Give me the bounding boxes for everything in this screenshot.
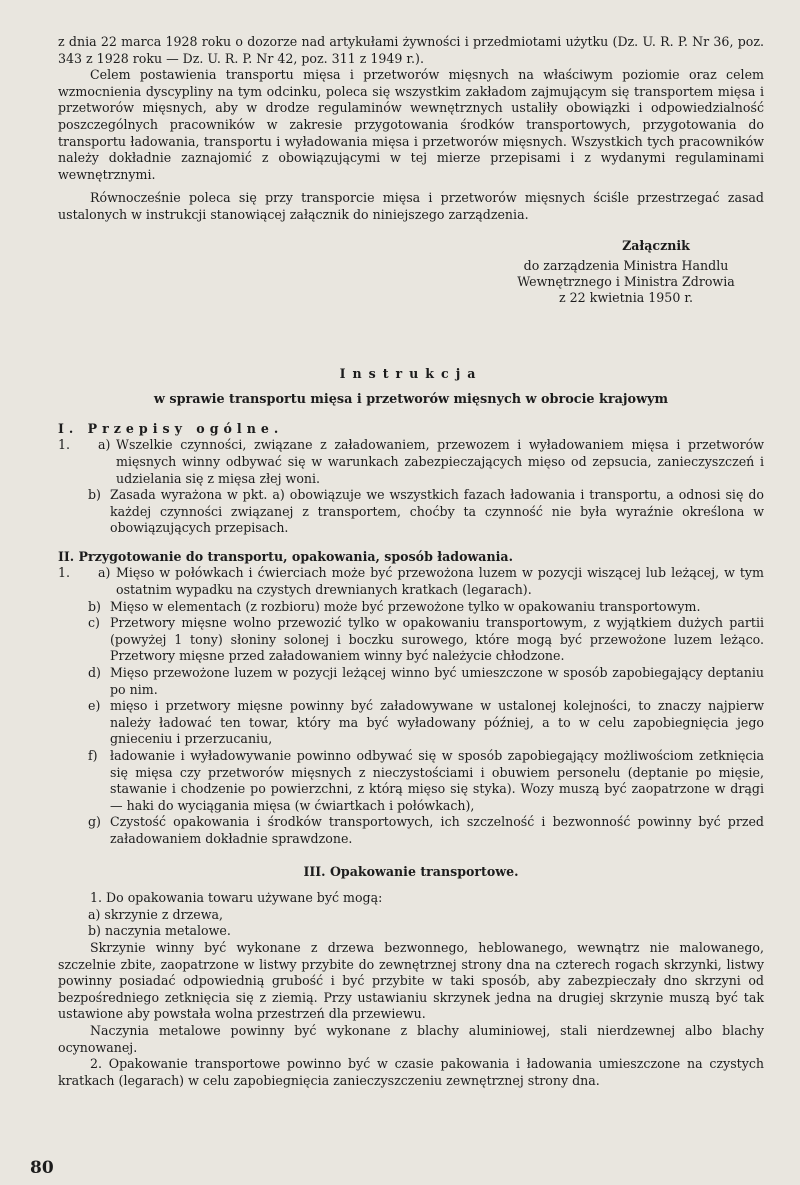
intro-paragraph-3: Równocześnie poleca się przy transporcie mięsa i przetworów mięsnych ściśle przestrzegać zasad ustalonych w instrukcji stanowiącej załącznik do niniejszego zarządzenia. (58, 190, 764, 222)
section-2-item-a (58, 565, 764, 598)
item-letter: f) (88, 748, 98, 763)
item-letter: b) (88, 598, 101, 614)
item-letter: g) (88, 814, 101, 830)
section-2-item-g (88, 814, 764, 847)
section-3-paragraph-2: Skrzynie winny być wykonane z drzewa bezwonnego, heblowanego, wewnątrz nie malowanego, szczelnie zbite, zaopatrzone w listwy przybite do zewnętrznej strony dna na czterech rogach skrzynki, listwy powinny posiadać odpowiednią grubość i być przybite w taki sposób, aby zabezpieczały dno skrzyni od bezpośredniego zetknięcia się z ziemią. Przy ustawianiu skrzynek jedna na drugiej skrzynie muszą być tak ustawione aby powstała wolna przestrzeń dla przewiewu. (58, 939, 764, 1022)
section-2-item-f (88, 748, 764, 814)
item-letter: a) (98, 565, 111, 581)
item-text: ładowanie i wyładowywanie powinno odbywać się w sposób zapobiegający możliwościom zetknięcia się mięsa czy przetworów mięsnych z nieczystościami i obuwiem personelu (deptanie po mięsie, stawanie i chodzenie po powierzchni, z którą mięso się styka). Wozy muszą być zaopatrzone w drągi — haki do wyciągania mięsa (w ćwiartkach i połówkach), (110, 748, 764, 813)
intro-paragraph-1: z dnia 22 marca 1928 roku o dozorze nad artykułami żywności i przedmiotami użytku (Dz. U. R. P. Nr 36, poz. 343 z 1928 roku — Dz. U. R. P. Nr 42, poz. 311 z 1949 r.). (58, 34, 764, 66)
item-text: Mięso przewożone luzem w pozycji leżącej winno być umieszczone w sposób zapobiegający deptaniu po nim. (110, 665, 764, 697)
section-2-heading: II. Przygotowanie do transportu, opakowania, sposób ładowania. (58, 548, 513, 564)
annex-label: Załącznik (622, 237, 690, 253)
section-2-item-c (88, 615, 764, 665)
item-number: 1. (58, 437, 71, 453)
item-letter: a) (98, 437, 111, 453)
item-text: Mięso w połówkach i ćwierciach może być przewożona luzem w pozycji wiszącej lub leżącej, w tym ostatnim wypadku na czystych drewnianych kratkach (legarach). (116, 565, 764, 598)
annex-line-1: do zarządzenia Ministra Handlu (523, 257, 729, 273)
section-3-paragraph-4: 2. Opakowanie transportowe powinno być w czasie pakowania i ładowania umieszczone na czystych kratkach (legarach) w celu zapobiegnięcia zanieczyszczeniu zewnętrznej strony dna. (58, 1056, 764, 1088)
item-text: Przetwory mięsne wolno przewozić tylko w opakowaniu transportowym, z wyjątkiem dużych partii (powyżej 1 tony) słoniny solonej i boczku surowego, które mogą być przewożone luzem leżąco. Przetwory mięsne przed załadowaniem winny być należycie chłodzone. (110, 615, 764, 664)
section-3-paragraph-1: 1. Do opakowania towaru używane być mogą: (90, 890, 383, 906)
section-3-heading: III. Opakowanie transportowe. (303, 863, 519, 879)
annex-line-2: Wewnętrznego i Ministra Zdrowia (517, 273, 735, 289)
item-text: Czystość opakowania i środków transportowych, ich szczelność i bezwonność powinny być przed załadowaniem dokładnie sprawdzone. (110, 814, 764, 846)
instruction-subtitle: w sprawie transportu mięsa i przetworów mięsnych w obrocie krajowym (153, 392, 669, 408)
item-text: Mięso w elementach (z rozbioru) może być przewożone tylko w opakowaniu transportowym. (110, 598, 701, 614)
item-text: Wszelkie czynności, związane z załadowaniem, przewozem i wyładowaniem mięsa i przetworów mięsnych winny odbywać się w warunkach zabezpieczających mięso od zepsucia, zanieczyszczeń i udzielania się z mięsa złej woni. (116, 437, 764, 486)
annex-line-3: z 22 kwietnia 1950 r. (559, 289, 693, 305)
item-letter: b) (88, 487, 101, 503)
section-1-item-b (88, 487, 764, 537)
item-text: Zasada wyrażona w pkt. a) obowiązuje we wszystkich fazach ładowania i transportu, a odnosi się do każdej czynności związanej z transportem, choćby ta czynność nie była wyraźnie określona w obowiązujących przepisach. (110, 487, 764, 536)
item-number: 1. (58, 565, 71, 581)
section-3-list-a: a) skrzynie z drzewa, (88, 906, 223, 922)
section-2-item-d (88, 665, 764, 698)
section-3-paragraph-3: Naczynia metalowe powinny być wykonane z blachy aluminiowej, stali nierdzewnej albo blachy ocynowanej. (58, 1022, 764, 1055)
item-letter: d) (88, 665, 101, 681)
section-2-item-e (88, 698, 764, 748)
section-1-item-a (58, 437, 764, 487)
annex-block (488, 238, 764, 306)
section-2-item-b (88, 599, 764, 616)
item-letter: e) (88, 698, 101, 714)
page-number: 80 (30, 1158, 54, 1178)
instruction-title: Instrukcja (339, 365, 483, 381)
item-text: mięso i przetwory mięsne powinny być załadowywane w ustalonej kolejności, to znaczy najpierw należy ładować ten towar, który ma być wyładowany później, a to w celu zapobiegnięcia jego gnieceniu i przerzucaniu, (110, 698, 764, 747)
intro-paragraph-2: Celem postawienia transportu mięsa i przetworów mięsnych na właściwym poziomie oraz celem wzmocnienia dyscypliny na tym odcinku, poleca się wszystkim zakładom zajmującym się transportem mięsa i przetworów mięsnych, aby w drodze regulaminów wewnętrznych ustaliły obowiązki i odpowiedzialność poszczególnych pracowników w zakresie przygotowania środków transportowych, przygotowania do transportu ładowania, transportu i wyładowania mięsa i przetworów mięsnych. Wszystkich tych pracowników należy dokładnie zaznajomić z obowiązującymi w tej mierze przepisami i z wydanymi regulaminami wewnętrznymi. (58, 67, 764, 182)
section-1-heading: I. Przepisy ogólne. (58, 420, 284, 436)
item-letter: c) (88, 615, 100, 631)
section-3-list-b: b) naczynia metalowe. (88, 923, 231, 939)
